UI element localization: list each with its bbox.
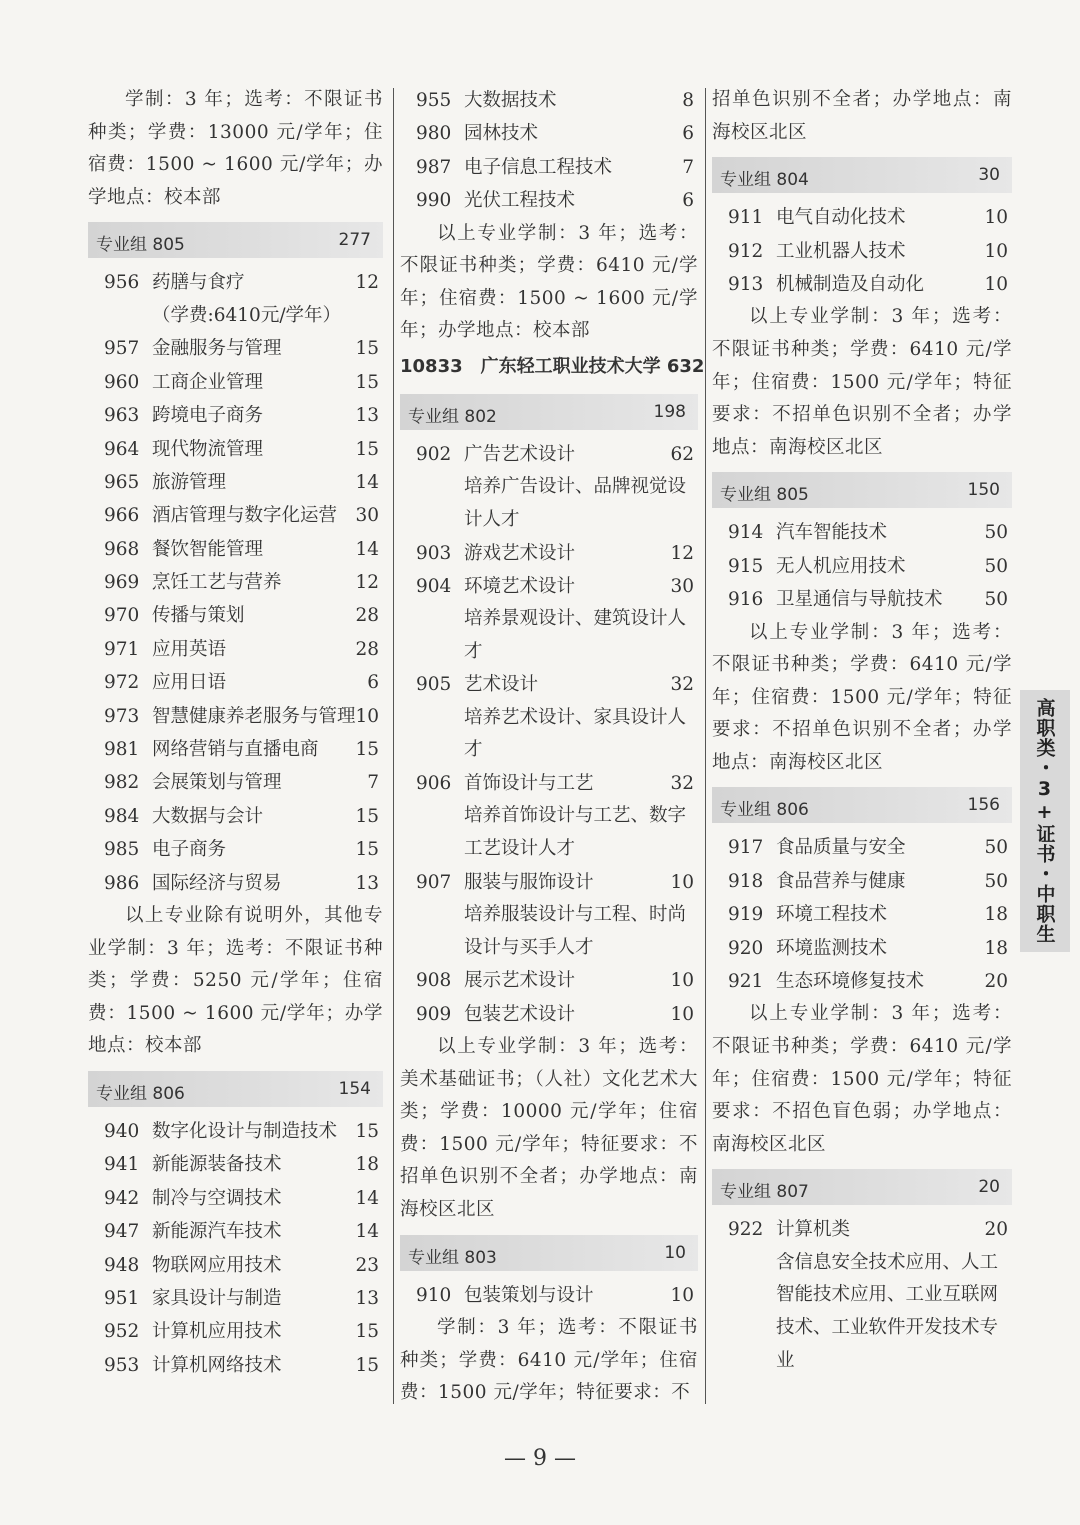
major-name: 工商企业管理 <box>152 371 264 393</box>
major-name: 国际经济与贸易 <box>152 872 282 894</box>
group-summary: 以上专业学制：3 年；选考：不限证书种类；学费：6410 元/学年；住宿费：1500 元/学年；特征要求：不招色盲色弱；办学地点：南海校区北区 <box>712 1003 1012 1155</box>
group-count: 277 <box>338 230 371 251</box>
major-count: 12 <box>670 542 694 564</box>
major-name: 烹饪工艺与营养 <box>152 572 282 594</box>
school-title: 10833 广东轻工职业技术大学 632 <box>400 355 705 377</box>
major-name: 工业机器人技术 <box>776 240 906 262</box>
major-row <box>400 1279 698 1312</box>
major-code: 948 <box>104 1254 140 1276</box>
major-code: 951 <box>104 1287 140 1309</box>
major-code: 908 <box>416 970 452 992</box>
major-note: 培养首饰设计与工艺、数字工艺设计人才 <box>464 805 687 860</box>
major-name: 服装与服饰设计 <box>464 871 594 893</box>
major-row <box>400 767 698 800</box>
major-note: 培养广告设计、品牌视觉设计人才 <box>464 476 687 530</box>
major-code: 904 <box>416 575 452 597</box>
major-count: 15 <box>355 1321 379 1343</box>
major-count: 18 <box>355 1154 379 1176</box>
major-row <box>400 438 698 471</box>
major-name: 跨境电子商务 <box>152 405 264 427</box>
major-row <box>88 633 383 666</box>
group-summary: 以上专业学制：3 年；选考：不限证书种类；学费：6410 元/学年；住宿费：1500 ~ 1600 元/学年；办学地点：校本部 <box>400 222 698 342</box>
major-row <box>88 1215 383 1248</box>
major-name: 包装艺术设计 <box>464 1003 576 1025</box>
major-count: 15 <box>355 338 379 360</box>
major-count: 28 <box>355 605 379 627</box>
major-row <box>88 566 383 599</box>
major-code: 969 <box>104 572 140 594</box>
group-count: 20 <box>978 1177 1000 1198</box>
major-name: 金融服务与管理 <box>152 338 282 360</box>
major-name: 光伏工程技术 <box>464 190 576 212</box>
major-code: 990 <box>416 190 452 212</box>
major-note: 培养服装设计与工程、时尚设计与买手人才 <box>464 904 687 958</box>
major-code: 981 <box>104 739 140 761</box>
major-code: 970 <box>104 605 140 627</box>
major-code: 914 <box>728 522 764 544</box>
major-row <box>88 700 383 733</box>
major-code: 917 <box>728 837 764 859</box>
major-row <box>88 867 383 900</box>
major-row <box>712 516 1012 549</box>
group-805-header <box>712 472 1012 508</box>
major-count: 20 <box>984 971 1008 993</box>
column-3 <box>712 84 1012 1377</box>
major-row <box>712 965 1012 998</box>
group-name: 专业组 807 <box>720 1182 809 1203</box>
major-row <box>712 932 1012 965</box>
major-code: 963 <box>104 405 140 427</box>
major-code: 957 <box>104 338 140 360</box>
major-row <box>400 964 698 997</box>
major-count: 50 <box>984 589 1008 611</box>
continued-paragraph: 招单色识别不全者；办学地点：南海校区北区 <box>712 89 1012 143</box>
major-row <box>88 1315 383 1348</box>
major-count: 12 <box>355 572 379 594</box>
major-row <box>88 1115 383 1148</box>
major-code: 966 <box>104 505 140 527</box>
major-row <box>400 570 698 603</box>
major-code: 913 <box>728 273 764 295</box>
group-name: 专业组 805 <box>96 235 185 256</box>
major-count: 14 <box>355 538 379 560</box>
major-count: 10 <box>670 1003 694 1025</box>
major-row <box>88 666 383 699</box>
major-row <box>88 266 383 299</box>
major-code: 947 <box>104 1221 140 1243</box>
major-count: 15 <box>355 805 379 827</box>
major-code: 919 <box>728 904 764 926</box>
column-divider <box>705 88 706 1404</box>
major-code: 987 <box>416 156 452 178</box>
major-count: 6 <box>682 190 694 212</box>
major-count: 6 <box>682 123 694 145</box>
major-row <box>712 235 1012 268</box>
major-count: 7 <box>367 772 379 794</box>
major-name: 游戏艺术设计 <box>464 542 576 564</box>
major-name: 应用英语 <box>152 638 227 660</box>
major-row <box>88 499 383 532</box>
group-summary: 以上专业学制：3 年；选考：美术基础证书；（人社）文化艺术大类；学费：10000 元/学年；住宿费：1500 元/学年；特征要求：不招单色识别不全者；办学地点：南海校区北区 <box>400 1036 698 1220</box>
major-row <box>712 268 1012 301</box>
major-code: 911 <box>728 207 764 229</box>
major-code: 912 <box>728 240 764 262</box>
major-code: 916 <box>728 589 764 611</box>
group-summary: 以上专业学制：3 年；选考：不限证书种类；学费：6410 元/学年；住宿费：1500 元/学年；特征要求：不招单色识别不全者；办学地点：南海校区北区 <box>712 621 1012 773</box>
group-summary: 以上专业除有说明外，其他专业学制：3 年；选考：不限证书种类；学费：5250 元/学年；住宿费：1500 ~ 1600 元/学年；办学地点：校本部 <box>88 905 383 1057</box>
major-count: 13 <box>355 872 379 894</box>
major-row <box>88 466 383 499</box>
group-count: 156 <box>967 795 1000 816</box>
major-count: 15 <box>355 1120 379 1142</box>
intro-paragraph: 学制：3 年；选考：不限证书种类；学费：13000 元/学年；住宿费：1500 ~ 1600 元/学年；办学地点：校本部 <box>88 89 383 208</box>
major-code: 972 <box>104 672 140 694</box>
major-name: 包装策划与设计 <box>464 1284 594 1306</box>
major-name: 环境艺术设计 <box>464 575 576 597</box>
group-name: 专业组 802 <box>408 406 497 427</box>
page-number: — 9 — <box>504 1446 576 1471</box>
major-name: 新能源装备技术 <box>152 1154 282 1176</box>
major-count: 62 <box>670 443 694 465</box>
group-count: 150 <box>967 480 1000 501</box>
column-2 <box>400 84 705 1410</box>
major-name: 网络营销与直播电商 <box>152 739 319 761</box>
group-803-header <box>400 1235 698 1271</box>
major-count: 50 <box>984 555 1008 577</box>
major-count: 10 <box>355 705 379 727</box>
major-name: 食品质量与安全 <box>776 837 906 859</box>
group-name: 专业组 804 <box>720 170 809 191</box>
major-code: 921 <box>728 971 764 993</box>
major-code: 906 <box>416 773 452 795</box>
major-row <box>88 1148 383 1181</box>
major-count: 13 <box>355 1287 379 1309</box>
major-code: 910 <box>416 1284 452 1306</box>
major-count: 14 <box>355 1187 379 1209</box>
major-name: 药膳与食疗 <box>152 272 245 294</box>
major-count: 7 <box>682 156 694 178</box>
major-count: 10 <box>984 273 1008 295</box>
group-count: 10 <box>664 1242 686 1263</box>
major-code: 942 <box>104 1187 140 1209</box>
major-count: 15 <box>355 1354 379 1376</box>
major-row <box>88 399 383 432</box>
major-name: 艺术设计 <box>464 674 539 696</box>
major-count: 18 <box>984 937 1008 959</box>
major-row <box>712 583 1012 616</box>
major-name: 无人机应用技术 <box>776 555 906 577</box>
major-row <box>712 898 1012 931</box>
major-name: 家具设计与制造 <box>152 1287 282 1309</box>
major-row <box>88 1249 383 1282</box>
group-806-header <box>88 1071 383 1107</box>
major-note: （学费:6410元/学年） <box>152 304 342 326</box>
major-name: 旅游管理 <box>152 471 227 493</box>
major-code: 941 <box>104 1154 140 1176</box>
group-805-header <box>88 222 383 258</box>
major-code: 915 <box>728 555 764 577</box>
group-804-header <box>712 157 1012 193</box>
group-name: 专业组 805 <box>720 485 809 506</box>
major-name: 电气自动化技术 <box>776 207 906 229</box>
major-row <box>400 184 698 217</box>
major-row <box>88 366 383 399</box>
major-code: 964 <box>104 438 140 460</box>
major-code: 955 <box>416 90 452 111</box>
major-count: 23 <box>355 1254 379 1276</box>
major-name: 展示艺术设计 <box>464 970 576 992</box>
major-count: 32 <box>670 773 694 795</box>
major-row <box>400 151 698 184</box>
group-807-header <box>712 1169 1012 1205</box>
major-name: 智慧健康养老服务与管理 <box>152 705 356 727</box>
major-code: 956 <box>104 272 140 294</box>
major-row <box>712 831 1012 864</box>
major-count: 10 <box>670 970 694 992</box>
major-row <box>88 433 383 466</box>
group-802-header <box>400 394 698 430</box>
major-name: 食品营养与健康 <box>776 870 906 892</box>
major-code: 986 <box>104 872 140 894</box>
group-count: 198 <box>653 401 686 422</box>
major-row <box>712 201 1012 234</box>
major-name: 物联网应用技术 <box>152 1254 282 1276</box>
group-name: 专业组 803 <box>408 1247 497 1268</box>
group-count: 154 <box>338 1078 371 1099</box>
major-row <box>88 1349 383 1382</box>
major-code: 982 <box>104 772 140 794</box>
major-name: 餐饮智能管理 <box>152 538 264 560</box>
major-code: 909 <box>416 1003 452 1025</box>
major-row <box>88 1282 383 1315</box>
major-code: 922 <box>728 1219 764 1241</box>
major-count: 10 <box>984 207 1008 229</box>
major-name: 环境监测技术 <box>776 937 888 959</box>
major-count: 8 <box>682 90 694 111</box>
major-name: 机械制造及自动化 <box>776 273 925 295</box>
major-name: 园林技术 <box>464 123 539 145</box>
major-row <box>88 733 383 766</box>
major-code: 940 <box>104 1120 140 1142</box>
major-name: 生态环境修复技术 <box>776 971 925 993</box>
major-code: 971 <box>104 638 140 660</box>
major-code: 965 <box>104 471 140 493</box>
major-row <box>400 84 698 117</box>
major-row <box>400 866 698 899</box>
major-row <box>712 550 1012 583</box>
major-name: 应用日语 <box>152 672 227 694</box>
major-row <box>400 668 698 701</box>
major-count: 15 <box>355 438 379 460</box>
major-name: 首饰设计与工艺 <box>464 773 594 795</box>
major-count: 12 <box>355 272 379 294</box>
column-divider <box>393 88 394 1404</box>
major-note: 培养景观设计、建筑设计人才 <box>464 608 687 662</box>
major-count: 14 <box>355 471 379 493</box>
major-count: 50 <box>984 870 1008 892</box>
major-code: 980 <box>416 123 452 145</box>
major-count: 32 <box>670 674 694 696</box>
major-name: 电子信息工程技术 <box>464 156 613 178</box>
major-code: 985 <box>104 839 140 861</box>
major-count: 28 <box>355 638 379 660</box>
major-note: 培养艺术设计、家具设计人才 <box>464 706 687 761</box>
side-tab-label: 高职类・3+证书・中职生 <box>1020 690 1070 952</box>
major-count: 10 <box>984 240 1008 262</box>
major-row <box>88 533 383 566</box>
major-code: 918 <box>728 870 764 892</box>
major-name: 汽车智能技术 <box>776 522 888 544</box>
major-row <box>88 766 383 799</box>
major-row <box>400 537 698 570</box>
group-summary: 以上专业学制：3 年；选考：不限证书种类；学费：6410 元/学年；住宿费：1500 元/学年；特征要求：不招单色识别不全者；办学地点：南海校区北区 <box>712 306 1012 458</box>
major-row <box>88 800 383 833</box>
major-code: 902 <box>416 443 452 465</box>
group-name: 专业组 806 <box>720 800 809 821</box>
column-1 <box>88 84 383 1382</box>
major-count: 10 <box>670 1284 694 1306</box>
major-code: 968 <box>104 538 140 560</box>
major-code: 960 <box>104 371 140 393</box>
group-806-header <box>712 787 1012 823</box>
major-name: 计算机网络技术 <box>152 1354 282 1376</box>
major-count: 18 <box>984 904 1008 926</box>
major-row <box>400 998 698 1031</box>
major-code: 953 <box>104 1354 140 1376</box>
major-code: 984 <box>104 805 140 827</box>
major-name: 传播与策划 <box>152 605 245 627</box>
major-name: 环境工程技术 <box>776 904 888 926</box>
major-row <box>88 833 383 866</box>
major-name: 制冷与空调技术 <box>152 1187 282 1209</box>
major-name: 现代物流管理 <box>152 438 264 460</box>
major-count: 14 <box>355 1221 379 1243</box>
group-count: 30 <box>978 165 1000 186</box>
major-name: 新能源汽车技术 <box>152 1221 282 1243</box>
major-name: 计算机类 <box>776 1219 851 1241</box>
major-name: 数字化设计与制造技术 <box>152 1120 338 1142</box>
major-code: 905 <box>416 674 452 696</box>
major-count: 15 <box>355 839 379 861</box>
major-row <box>712 865 1012 898</box>
major-code: 920 <box>728 937 764 959</box>
major-count: 15 <box>355 371 379 393</box>
major-count: 10 <box>670 871 694 893</box>
major-row <box>88 332 383 365</box>
major-name: 电子商务 <box>152 839 227 861</box>
group-summary: 学制：3 年；选考：不限证书种类；学费：6410 元/学年；住宿费：1500 元/学年；特征要求：不 <box>400 1316 698 1404</box>
major-count: 30 <box>355 505 379 527</box>
major-row <box>88 599 383 632</box>
major-count: 30 <box>670 575 694 597</box>
major-name: 酒店管理与数字化运营 <box>152 505 338 527</box>
major-row <box>88 1182 383 1215</box>
major-name: 大数据技术 <box>464 90 557 111</box>
major-row <box>712 1213 1012 1246</box>
major-code: 952 <box>104 1321 140 1343</box>
major-row <box>400 117 698 150</box>
major-code: 903 <box>416 542 452 564</box>
major-count: 13 <box>355 405 379 427</box>
major-name: 广告艺术设计 <box>464 443 576 465</box>
major-name: 大数据与会计 <box>152 805 264 827</box>
group-name: 专业组 806 <box>96 1083 185 1104</box>
major-name: 计算机应用技术 <box>152 1321 282 1343</box>
major-name: 卫星通信与导航技术 <box>776 589 943 611</box>
major-note: 含信息安全技术应用、人工智能技术应用、工业互联网技术、工业软件开发技术专业 <box>776 1251 999 1371</box>
major-count: 15 <box>355 739 379 761</box>
major-code: 973 <box>104 705 140 727</box>
major-name: 会展策划与管理 <box>152 772 282 794</box>
major-count: 50 <box>984 522 1008 544</box>
major-count: 6 <box>367 672 379 694</box>
major-count: 50 <box>984 837 1008 859</box>
major-code: 907 <box>416 871 452 893</box>
major-count: 20 <box>984 1219 1008 1241</box>
